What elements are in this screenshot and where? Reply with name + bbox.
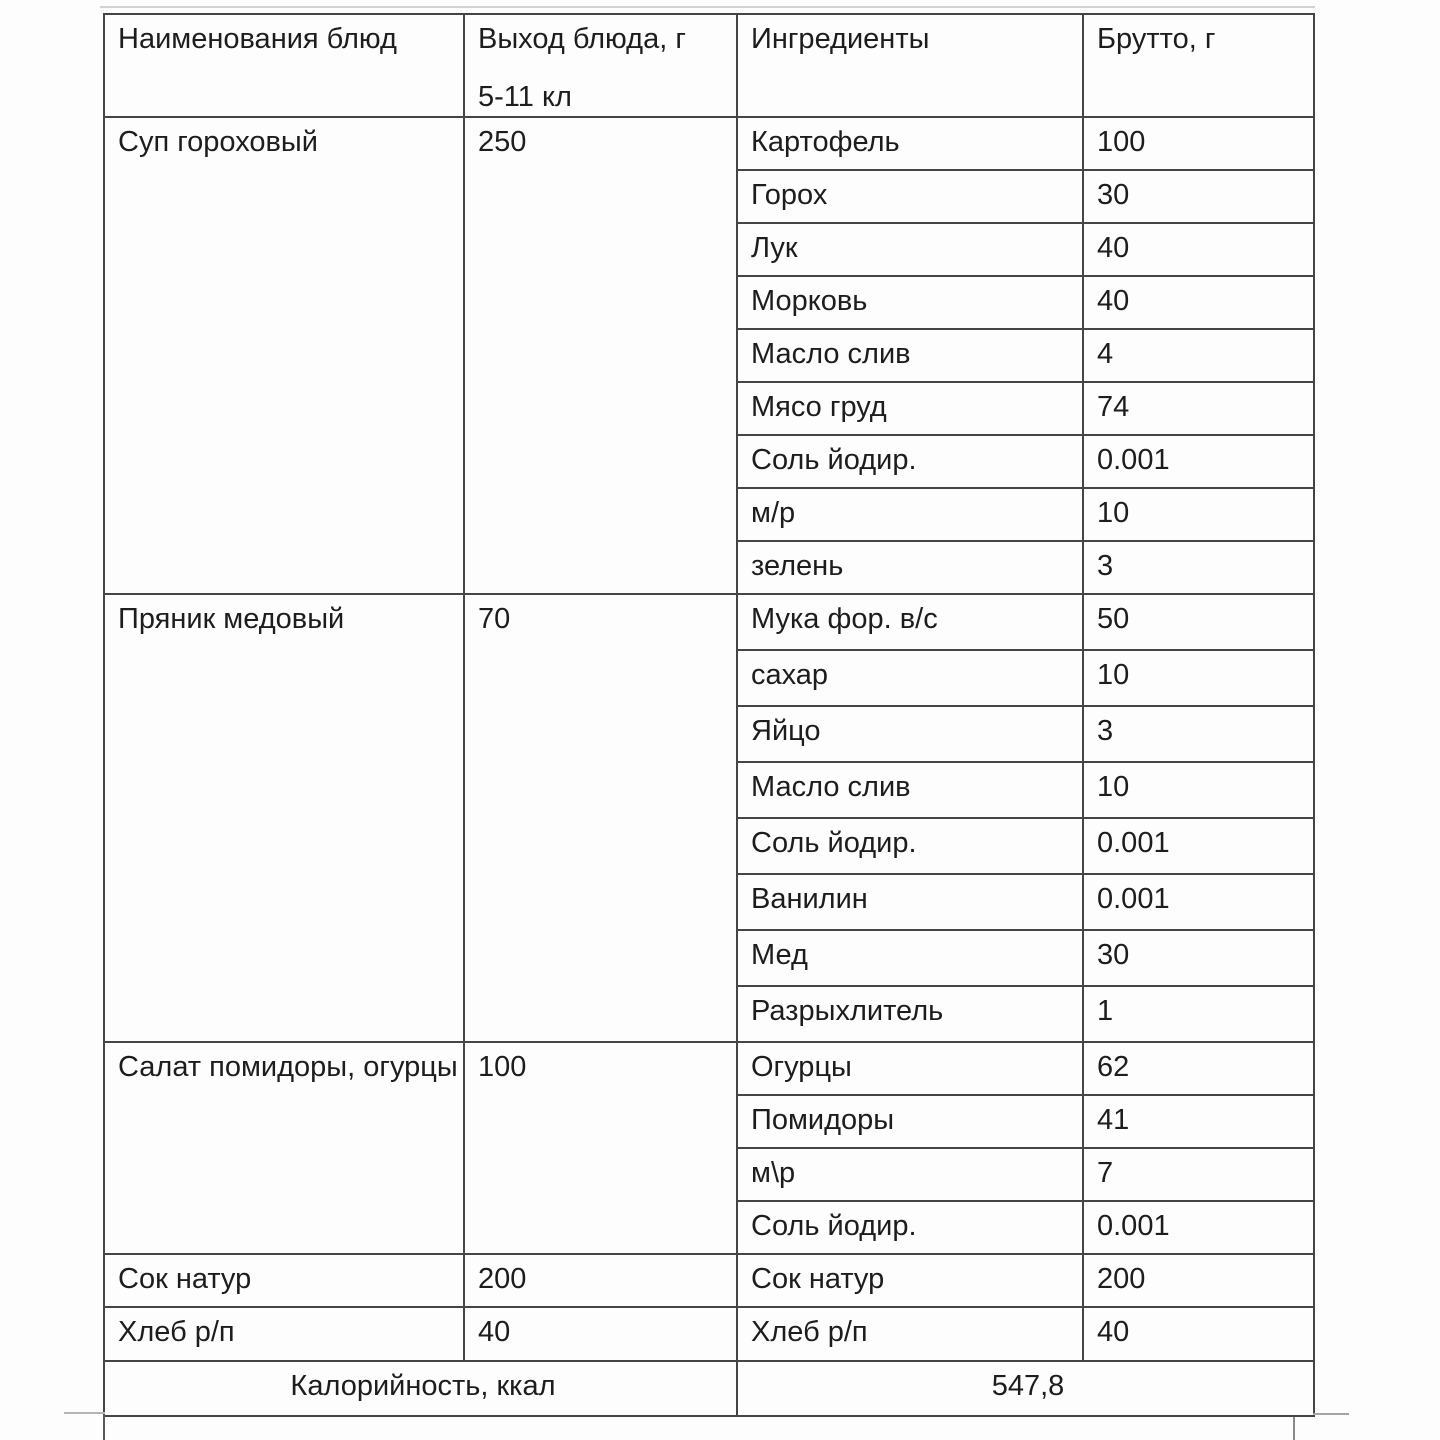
dish-name: Хлеб р/п: [118, 1315, 235, 1348]
ingredient-name: Морковь: [751, 284, 868, 317]
calories-value: 547,8: [991, 1369, 1065, 1402]
ingredient-name: Масло слив: [751, 770, 911, 803]
ingredient-gross: 1: [1097, 994, 1114, 1027]
ingredient-name: м\р: [751, 1156, 796, 1189]
ingredient-gross: 0.001: [1097, 826, 1170, 859]
ingredient-gross-cell: [1083, 329, 1314, 382]
dish-output-cell: [464, 1254, 737, 1307]
ingredient-gross-cell: [1083, 650, 1314, 706]
ingredient-gross: 74: [1097, 390, 1130, 423]
ingredient-gross: 7: [1097, 1156, 1114, 1189]
dish-name-cell: [104, 1307, 464, 1361]
dish-name-cell: [104, 1042, 464, 1254]
next-table-right-border: [1293, 1417, 1295, 1440]
ingredient-name: Лук: [751, 231, 798, 264]
ingredient-name-cell: [737, 650, 1083, 706]
column-header-output-line1: Выход блюда, г: [478, 23, 686, 55]
ingredient-gross: 62: [1097, 1050, 1130, 1083]
ingredient-gross-cell: [1083, 818, 1314, 874]
ingredient-name: Ванилин: [751, 882, 868, 915]
ingredient-gross: 50: [1097, 602, 1130, 635]
ingredient-gross: 30: [1097, 938, 1130, 971]
ingredient-name-cell: [737, 706, 1083, 762]
ingredient-gross: 40: [1097, 284, 1130, 317]
ingredient-name-cell: [737, 1307, 1083, 1361]
ingredient-gross-cell: [1083, 1095, 1314, 1148]
ingredient-gross: 10: [1097, 496, 1130, 529]
ingredient-gross-cell: [1083, 117, 1314, 170]
ingredient-name-cell: [737, 762, 1083, 818]
ingredient-gross-cell: [1083, 874, 1314, 930]
column-header-dish: [104, 14, 464, 117]
ingredient-name: Мука фор. в/с: [751, 602, 938, 635]
ingredient-gross: 3: [1097, 549, 1114, 582]
ingredient-name-cell: [737, 818, 1083, 874]
calories-value-cell: [737, 1361, 1314, 1416]
menu-table: [103, 13, 1315, 1417]
ingredient-gross-cell: [1083, 706, 1314, 762]
ingredient-gross-cell: [1083, 223, 1314, 276]
column-header-gross: [1083, 14, 1314, 117]
ingredient-gross: 0.001: [1097, 1209, 1170, 1242]
ingredient-gross: 10: [1097, 770, 1130, 803]
dish-output-cell: [464, 1307, 737, 1361]
ingredient-name-cell: [737, 541, 1083, 594]
column-header-output: [464, 14, 737, 117]
ingredient-name-cell: [737, 488, 1083, 541]
ingredient-name: Яйцо: [751, 714, 821, 747]
ingredient-gross-cell: [1083, 594, 1314, 650]
ingredient-name: Мед: [751, 938, 808, 971]
dish-output-cell: [464, 117, 737, 594]
table-row: [104, 1307, 1314, 1361]
ingredient-name: Соль йодир.: [751, 826, 917, 859]
dish-name: Сок натур: [118, 1262, 252, 1295]
ingredient-name: Хлеб р/п: [751, 1315, 868, 1348]
dish-output: 100: [478, 1050, 527, 1083]
ingredient-gross: 100: [1097, 125, 1146, 158]
ingredient-name-cell: [737, 276, 1083, 329]
ingredient-name-cell: [737, 170, 1083, 223]
ingredient-gross: 0.001: [1097, 882, 1170, 915]
ingredient-gross: 40: [1097, 1315, 1130, 1348]
ingredient-gross-cell: [1083, 986, 1314, 1042]
ingredient-name: Картофель: [751, 125, 900, 158]
ingredient-name-cell: [737, 930, 1083, 986]
calories-row: [104, 1361, 1314, 1416]
dish-name-cell: [104, 594, 464, 1042]
calories-label-cell: [104, 1361, 737, 1416]
scan-line-stub-right: [1313, 1413, 1349, 1415]
scan-line-stub-left: [64, 1412, 105, 1414]
ingredient-name: Мясо груд: [751, 390, 887, 423]
ingredient-name: м/р: [751, 496, 796, 529]
ingredient-name: Соль йодир.: [751, 1209, 917, 1242]
ingredient-name: Горох: [751, 178, 828, 211]
ingredient-gross-cell: [1083, 435, 1314, 488]
ingredient-name-cell: [737, 1254, 1083, 1307]
ingredient-gross-cell: [1083, 276, 1314, 329]
ingredient-name: Масло слив: [751, 337, 911, 370]
dish-name-cell: [104, 117, 464, 594]
dish-output-cell: [464, 1042, 737, 1254]
ingredient-gross-cell: [1083, 1148, 1314, 1201]
dish-output: 250: [478, 125, 527, 158]
ingredient-gross-cell: [1083, 541, 1314, 594]
ingredient-name-cell: [737, 1095, 1083, 1148]
dish-name-cell: [104, 1254, 464, 1307]
ingredient-name: сахар: [751, 658, 829, 691]
ingredient-gross-cell: [1083, 488, 1314, 541]
ingredient-gross: 41: [1097, 1103, 1130, 1136]
ingredient-name-cell: [737, 435, 1083, 488]
column-header-ingredients-label: Ингредиенты: [751, 23, 930, 55]
ingredient-gross: 40: [1097, 231, 1130, 264]
ingredient-name-cell: [737, 986, 1083, 1042]
dish-output: 200: [478, 1262, 527, 1295]
ingredient-gross-cell: [1083, 1307, 1314, 1361]
ingredient-gross-cell: [1083, 762, 1314, 818]
ingredient-gross-cell: [1083, 170, 1314, 223]
ingredient-name-cell: [737, 382, 1083, 435]
ingredient-gross-cell: [1083, 1201, 1314, 1254]
table-row: [104, 1042, 1314, 1095]
ingredient-name-cell: [737, 223, 1083, 276]
table-row: [104, 117, 1314, 170]
dish-name: Пряник медовый: [118, 602, 345, 635]
ingredient-name: Помидоры: [751, 1103, 895, 1136]
column-header-gross-label: Брутто, г: [1097, 23, 1216, 55]
dish-output: 70: [478, 602, 511, 635]
ingredient-name: Разрыхлитель: [751, 994, 944, 1027]
ingredient-name-cell: [737, 874, 1083, 930]
dish-name: Суп гороховый: [118, 125, 318, 158]
ingredient-name-cell: [737, 1042, 1083, 1095]
dish-output-cell: [464, 594, 737, 1042]
column-header-output-line2: 5-11 кл: [478, 81, 572, 114]
ingredient-gross-cell: [1083, 1042, 1314, 1095]
ingredient-name-cell: [737, 329, 1083, 382]
ingredient-gross: 10: [1097, 658, 1130, 691]
ingredient-name: Огурцы: [751, 1050, 852, 1083]
ingredient-gross: 3: [1097, 714, 1114, 747]
scan-shadow-line: [100, 6, 1315, 8]
calories-label: Калорийность, ккал: [290, 1369, 556, 1402]
ingredient-gross: 4: [1097, 337, 1114, 370]
ingredient-gross: 200: [1097, 1262, 1146, 1295]
table-row: [104, 594, 1314, 650]
ingredient-gross-cell: [1083, 382, 1314, 435]
column-header-dish-label: Наименования блюд: [118, 23, 397, 55]
ingredient-name: Соль йодир.: [751, 443, 917, 476]
ingredient-name-cell: [737, 1201, 1083, 1254]
ingredient-name: Сок натур: [751, 1262, 885, 1295]
ingredient-gross-cell: [1083, 930, 1314, 986]
ingredient-name: зелень: [751, 549, 844, 582]
next-table-left-border: [103, 1414, 105, 1440]
column-header-ingredients: [737, 14, 1083, 117]
ingredient-name-cell: [737, 117, 1083, 170]
ingredient-gross: 0.001: [1097, 443, 1170, 476]
header-row: [104, 14, 1314, 117]
dish-name: Салат помидоры, огурцы: [118, 1050, 458, 1083]
ingredient-gross: 30: [1097, 178, 1130, 211]
dish-output: 40: [478, 1315, 511, 1348]
ingredient-name-cell: [737, 1148, 1083, 1201]
ingredient-gross-cell: [1083, 1254, 1314, 1307]
table-row: [104, 1254, 1314, 1307]
ingredient-name-cell: [737, 594, 1083, 650]
